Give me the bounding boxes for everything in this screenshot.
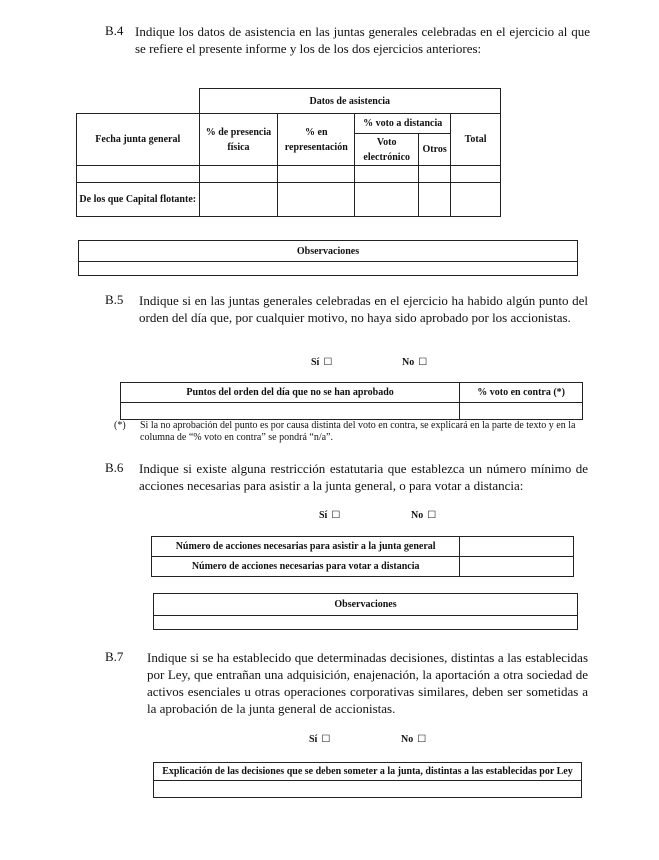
col-voto-distancia: % voto a distancia [355,114,451,134]
yes-label: Sí [319,510,328,521]
b5-no-option[interactable] [402,357,427,368]
empty-cell[interactable] [121,403,460,420]
checkbox-icon[interactable]: ☐ [418,357,428,368]
checkbox-icon[interactable]: ☐ [321,734,331,745]
empty-cell[interactable] [278,183,355,217]
b5-number: B.5 [105,292,124,307]
b6-no-option[interactable] [411,510,436,521]
empty-cell[interactable] [451,166,501,183]
b5-question: Indique si en las juntas generales celebradas en el ejercicio ha habido algún punto del orden del día que, por cualquier motivo, no haya sido aprobado por los accionistas. [139,293,588,325]
empty-cell[interactable] [419,183,451,217]
row-capital-flotante: De los que Capital flotante: [77,183,200,217]
row-acciones-asistir: Número de acciones necesarias para asistir a la junta general [152,537,460,557]
col-total: Total [451,114,501,166]
footnote-mark: (*) [114,420,126,431]
decisions-header: Explicación de las decisiones que se deben someter a la junta, distintas a las establecidas por Ley [154,763,582,781]
decisions-table [153,762,582,798]
col-representacion: % en representación [278,114,355,166]
col-fecha-junta: Fecha junta general [77,114,200,166]
col-voto-en-contra: % voto en contra (*) [460,383,583,403]
b5-yes-option[interactable] [311,357,332,368]
empty-cell[interactable] [451,183,501,217]
observations-header: Observaciones [154,594,578,616]
acciones-asistir-value[interactable] [460,537,574,557]
yes-label: Sí [311,357,320,368]
b7-no-option[interactable] [401,734,426,745]
attendance-table [76,88,501,217]
decisions-content[interactable] [154,781,582,798]
col-presencia-fisica: % de presencia física [199,114,278,166]
b7-number: B.7 [105,649,124,664]
observations-content[interactable] [79,262,578,276]
not-approved-points-table [120,382,583,420]
b7-question: Indique si se ha establecido que determinadas decisiones, distintas a las establecidas por Ley, que entrañan una adquisición, enajenación, la aportación a otra sociedad de activos esenciales u otras operaciones corporativas similares, deben ser sometidas a la aprobación de la junta general de accionistas. [147,650,588,716]
b6-observations-table [153,593,578,630]
b4-observations-table [78,240,578,276]
empty-cell[interactable] [199,183,278,217]
empty-cell[interactable] [355,183,419,217]
b4-question: Indique los datos de asistencia en las juntas generales celebradas en el ejercicio al que se refiere el presente informe y los de los dos ejercicios anteriores: [135,24,590,56]
empty-corner [77,89,200,114]
yes-label: Sí [309,734,318,745]
col-voto-electronico: Voto electrónico [355,134,419,166]
checkbox-icon[interactable]: ☐ [323,357,333,368]
empty-cell[interactable] [460,403,583,420]
col-puntos-no-aprobados: Puntos del orden del día que no se han aprobado [121,383,460,403]
empty-cell[interactable] [278,166,355,183]
observations-content[interactable] [154,616,578,630]
col-otros: Otros [419,134,451,166]
checkbox-icon[interactable]: ☐ [427,510,437,521]
no-label: No [402,357,415,368]
b6-number: B.6 [105,460,124,475]
empty-cell[interactable] [77,166,200,183]
b6-yes-option[interactable] [319,510,340,521]
checkbox-icon[interactable]: ☐ [331,510,341,521]
b6-question: Indique si existe alguna restricción estatutaria que establezca un número mínimo de acciones necesarias para asistir a la junta general, o para votar a distancia: [139,461,588,493]
empty-cell[interactable] [419,166,451,183]
checkbox-icon[interactable]: ☐ [417,734,427,745]
observations-header: Observaciones [79,241,578,262]
attendance-data-header: Datos de asistencia [199,89,500,114]
b4-number: B.4 [105,23,124,38]
empty-cell[interactable] [199,166,278,183]
b7-yes-option[interactable] [309,734,330,745]
footnote-text: Si la no aprobación del punto es por causa distinta del voto en contra, se explicará en la parte de texto y en la columna de “% voto en contra” se pondrá “n/a”. [140,420,576,443]
acciones-votar-value[interactable] [460,557,574,577]
empty-cell[interactable] [355,166,419,183]
row-acciones-votar: Número de acciones necesarias para votar a distancia [152,557,460,577]
min-shares-table [151,536,574,577]
no-label: No [401,734,414,745]
no-label: No [411,510,424,521]
